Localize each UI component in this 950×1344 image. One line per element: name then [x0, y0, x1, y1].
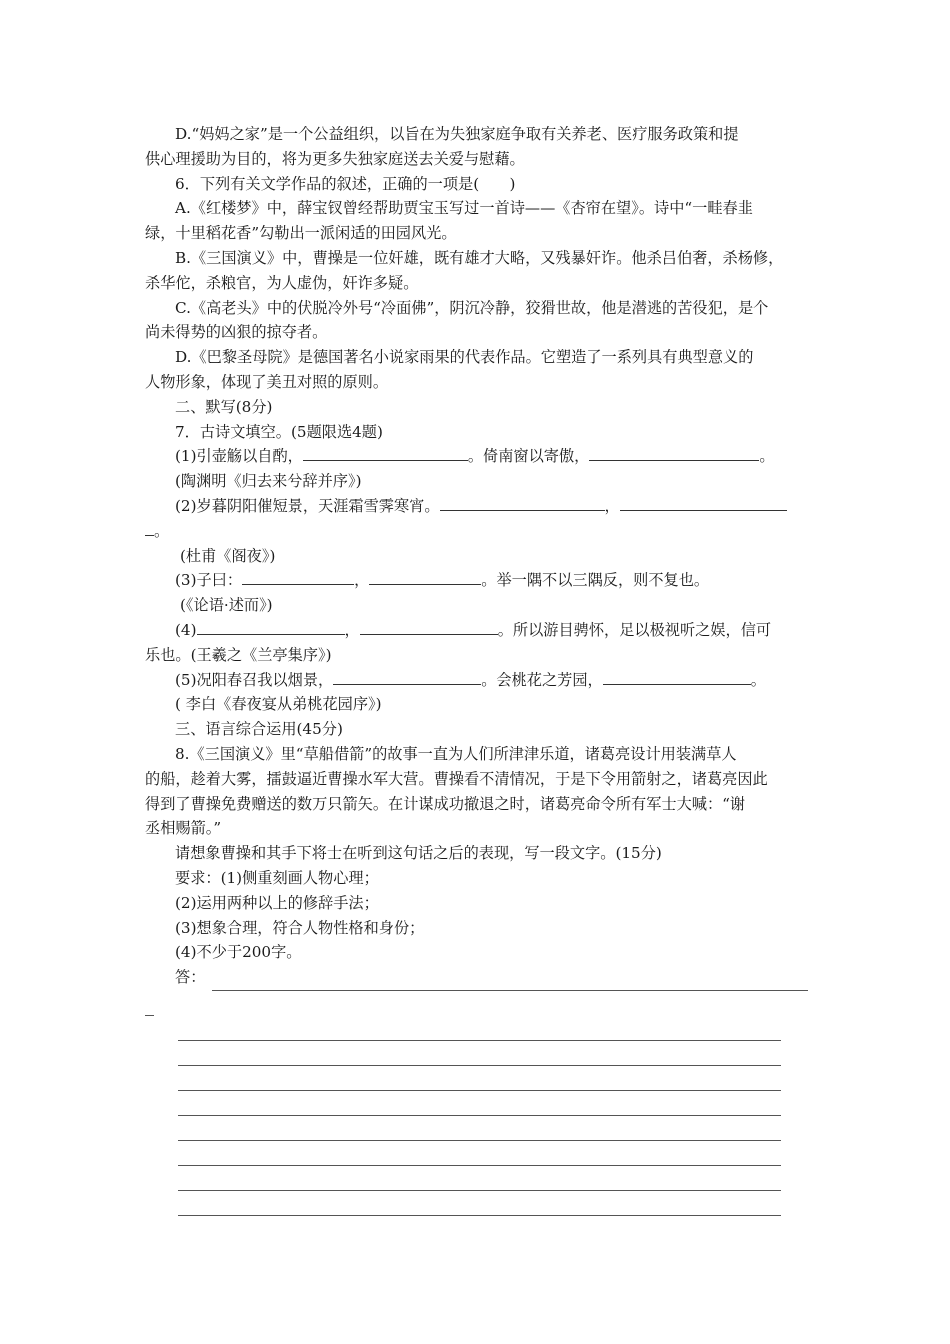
fill-5-source: ( 李白《春夜宴从弟桃花园序》): [175, 695, 382, 714]
fill-item-2: [145, 494, 808, 519]
document-body: [145, 122, 808, 990]
answer-line[interactable]: [178, 1040, 781, 1041]
option-d-line-2: 供心理援助为目的，将为更多失独家庭送去关爱与慰藉。: [145, 149, 525, 168]
answer-line-tail[interactable]: [145, 1015, 154, 1016]
fill-item-4: [145, 618, 808, 643]
fill-1-text-c: 。: [759, 447, 775, 466]
option-a-line-2: 绿，十里稻花香”勾勒出一派闲适的田园风光。: [145, 224, 457, 243]
question-8-line-2: 的船，趁着大雾，擂鼓逼近曹操水军大营。曹操看不清情况，于是下令用箭射之，诸葛亮因此: [145, 769, 768, 788]
option-c-line-1: C.《高老头》中的伏脱冷外号“冷面佛”，阴沉冷静，狡猾世故，他是潜逃的苦役犯，是个: [175, 298, 769, 317]
option-a-line-1: A.《红楼梦》中，薛宝钗曾经帮助贾宝玉写过一首诗——《杏帘在望》。诗中“一畦春韭: [175, 199, 753, 218]
fill-4-blank-b[interactable]: [360, 618, 498, 635]
section-2-heading: 二、默写(8分): [175, 397, 273, 416]
answer-line[interactable]: [178, 1190, 781, 1191]
fill-1-blank-a[interactable]: [303, 444, 468, 461]
fill-4-text-a: (4): [175, 620, 197, 639]
requirement-2: (2)运用两种以上的修辞手法；: [175, 893, 379, 912]
option-d-line-1: D.“妈妈之家”是一个公益组织，以旨在为失独家庭争取有关养老、医疗服务政策和提: [175, 125, 739, 143]
fill-4-line-2: 乐也。(王羲之《兰亭集序》): [145, 645, 332, 664]
fill-item-5: [145, 668, 808, 693]
answer-line[interactable]: [178, 1115, 781, 1116]
question-8-line-4: 丞相赐箭。”: [145, 819, 222, 838]
fill-3-text-b: ，: [354, 571, 370, 590]
fill-2-blank-b[interactable]: [620, 494, 787, 511]
fill-2-text-b: ，: [604, 496, 620, 515]
fill-5-text-a: (5)况阳春召我以烟景，: [175, 670, 334, 689]
fill-5-text-b: 。会桃花之芳园，: [481, 670, 603, 689]
fill-3-blank-b[interactable]: [369, 568, 481, 585]
fill-4-blank-a[interactable]: [197, 618, 345, 635]
fill-item-2-cont: [145, 519, 808, 544]
fill-4-text-b: ，: [344, 620, 360, 639]
fill-2-blank-c[interactable]: [145, 519, 154, 536]
fill-1-text-a: (1)引壶觞以自酌，: [175, 447, 303, 466]
option-b-line-1: B.《三国演义》中，曹操是一位奸雄，既有雄才大略，又残暴奸诈。他杀吕伯奢，杀杨修，: [175, 248, 784, 267]
fill-5-text-c: 。: [750, 670, 766, 689]
option-d2-line-1: D.《巴黎圣母院》是德国著名小说家雨果的代表作品。它塑造了一系列具有典型意义的: [175, 348, 754, 367]
fill-2-blank-a[interactable]: [440, 494, 605, 511]
requirement-4: (4)不少于200字。: [175, 943, 302, 962]
fill-1-source: (陶渊明《归去来兮辞并序》): [175, 472, 362, 491]
fill-item-3: [145, 568, 808, 593]
fill-4-text-c: 。所以游目骋怀，足以极视听之娱，信可: [497, 620, 772, 639]
fill-item-1: [145, 444, 808, 469]
question-8-line-1: 8.《三国演义》里“草船借箭”的故事一直为人们所津津乐道，诸葛亮设计用装满草人: [175, 744, 737, 763]
fill-1-text-b: 。倚南窗以寄傲，: [467, 447, 590, 466]
requirement-3: (3)想象合理，符合人物性格和身份；: [175, 918, 425, 937]
fill-5-blank-b[interactable]: [603, 668, 751, 685]
answer-line[interactable]: [178, 1065, 781, 1066]
question-6-stem: 6．下列有关文学作品的叙述，正确的一项是( ): [175, 174, 516, 193]
answer-line[interactable]: [178, 1215, 781, 1216]
answer-line-first[interactable]: [212, 990, 808, 991]
option-b-line-2: 杀华佗，杀粮官，为人虚伪，奸诈多疑。: [145, 273, 419, 292]
answer-label: 答：: [175, 968, 206, 987]
requirement-1: 要求：(1)侧重刻画人物心理；: [175, 868, 379, 887]
option-d2-line-2: 人物形象，体现了美丑对照的原则。: [145, 372, 388, 391]
option-c-line-2: 尚未得势的凶狠的掠夺者。: [145, 323, 328, 342]
fill-3-text-c: 。举一隅不以三隅反，则不复也。: [481, 571, 710, 590]
fill-3-source: (《论语·述而》): [180, 596, 273, 615]
answer-line[interactable]: [178, 1090, 781, 1091]
fill-3-blank-a[interactable]: [242, 568, 354, 585]
fill-2-source: (杜甫《阁夜》): [180, 546, 276, 565]
fill-2-text-c: 。: [154, 521, 170, 540]
fill-1-blank-b[interactable]: [589, 444, 759, 461]
question-8-task: 请想象曹操和其手下将士在听到这句话之后的表现，写一段文字。(15分): [175, 844, 662, 863]
answer-label-row: [145, 965, 808, 990]
section-3-heading: 三、语言综合运用(45分): [175, 720, 343, 739]
fill-2-text-a: (2)岁暮阴阳催短景，天涯霜雪霁寒宵。: [175, 496, 440, 515]
question-8-line-3: 得到了曹操免费赠送的数万只箭矢。在计谋成功撤退之时，诸葛亮命令所有军士大喊：“谢: [145, 794, 746, 813]
answer-line[interactable]: [178, 1165, 781, 1166]
answer-line[interactable]: [178, 1140, 781, 1141]
fill-3-text-a: (3)子曰：: [175, 571, 243, 590]
question-7-stem: 7．古诗文填空。(5题限选4题): [175, 422, 383, 441]
fill-5-blank-a[interactable]: [333, 668, 481, 685]
